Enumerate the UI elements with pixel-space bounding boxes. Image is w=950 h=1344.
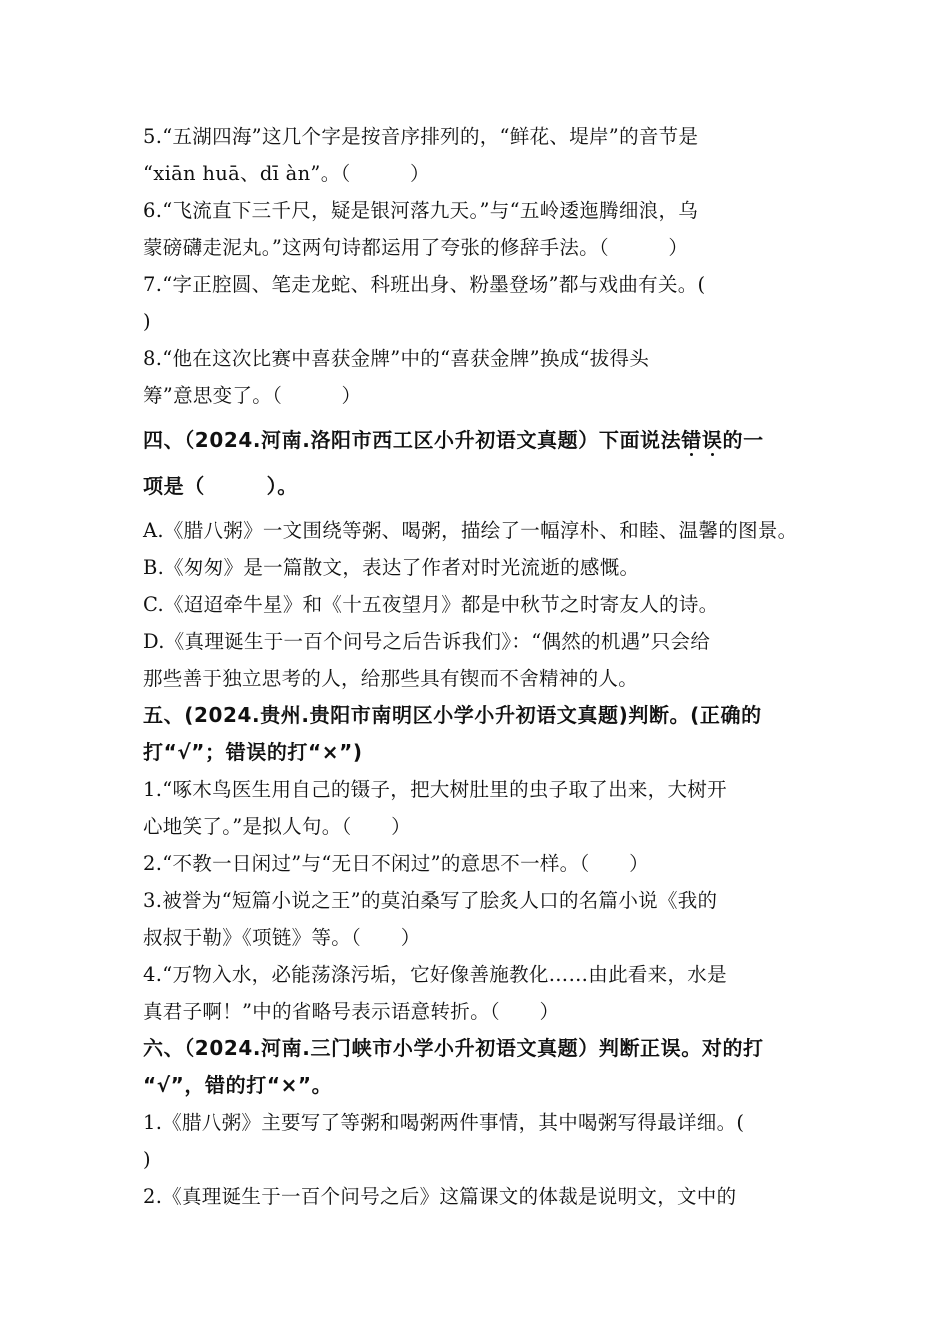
section-4-heading-line-1	[143, 414, 823, 466]
item-6-line-2: 蒙磅礴走泥丸。”这两句诗都运用了夸张的修辞手法。（ ）	[143, 236, 689, 259]
section-5-line: 2.“不教一日闲过”与“无日不闲过”的意思不一样。（ ）	[143, 852, 649, 875]
item-7-line-1: 7.“字正腔圆、笔走龙蛇、科班出身、粉墨登场”都与戏曲有关。(	[143, 273, 706, 296]
emphasis-char-2	[702, 428, 723, 452]
item-8-line-1: 8.“他在这次比赛中喜获金牌”中的“喜获金牌”换成“拔得头	[143, 347, 650, 370]
section-5-line: 叔叔于勒》《项链》等。（ ）	[143, 926, 421, 949]
section-6-heading-line-2: “√”，错的打“×”。	[143, 1073, 333, 1097]
emphasis-char-1-text: 错	[681, 428, 702, 452]
item-8-line-2: 筹”意思变了。（ ）	[143, 384, 362, 407]
option-d-line-2: 那些善于独立思考的人，给那些具有锲而不舍精神的人。	[143, 667, 639, 690]
emphasis-dot	[711, 453, 714, 456]
section-6-heading-line-1: 六、（2024.河南.三门峡市小学小升初语文真题）判断正误。对的打	[143, 1036, 764, 1060]
option-a: A.《腊八粥》一文围绕等粥、喝粥，描绘了一幅淳朴、和睦、温馨的图景。	[143, 519, 798, 542]
section-3-items	[143, 118, 823, 414]
section-5-line: 真君子啊！”中的省略号表示语意转折。（ ）	[143, 1000, 560, 1023]
emphasis-char-2-text: 误	[701, 428, 723, 452]
section-5-line: 4.“万物入水，必能荡涤污垢，它好像善施教化……由此看来，水是	[143, 963, 727, 986]
section-5-heading-line-1: 五、(2024.贵州.贵阳市南明区小学小升初语文真题)判断。(正确的	[143, 703, 762, 727]
section-4	[143, 414, 823, 697]
option-c: C.《迢迢牵牛星》和《十五夜望月》都是中秋节之时寄友人的诗。	[143, 593, 719, 616]
section-5-heading-line-2: 打“√”；错误的打“×”)	[143, 740, 363, 764]
section-6-line: 1.《腊八粥》主要写了等粥和喝粥两件事情，其中喝粥写得最详细。(	[143, 1111, 745, 1134]
section-4-heading-text: 四、（2024.河南.洛阳市西工区小升初语文真题）下面说法	[143, 428, 682, 452]
document-content	[143, 118, 823, 1215]
section-5-line: 心地笑了。”是拟人句。（ ）	[143, 815, 411, 838]
emphasis-char-1	[681, 428, 702, 452]
option-b: B.《匆匆》是一篇散文，表达了作者对时光流逝的感慨。	[143, 556, 640, 579]
section-5-line: 1.“啄木鸟医生用自己的镊子，把大树肚里的虫子取了出来，大树开	[143, 778, 727, 801]
item-7-line-2: )	[143, 310, 151, 333]
item-6-line-1: 6.“飞流直下三千尺，疑是银河落九天。”与“五岭逶迤腾细浪，乌	[143, 199, 699, 222]
section-4-heading-line-2: 项是（ ）。	[143, 474, 298, 498]
emphasis-dot	[690, 453, 693, 456]
section-4-heading-tail: 的一	[722, 428, 764, 452]
item-5-line-1: 5.“五湖四海”这几个字是按音序排列的，“鲜花、堤岸”的音节是	[143, 125, 699, 148]
option-d-line-1: D.《真理诞生于一百个问号之后告诉我们》：“偶然的机遇”只会给	[143, 630, 711, 653]
section-6-line: )	[143, 1148, 151, 1171]
section-5	[143, 697, 823, 1030]
item-5-line-2: “xiān huā、dī àn”。（ ）	[143, 162, 430, 185]
section-6	[143, 1030, 823, 1215]
section-5-line: 3.被誉为“短篇小说之王”的莫泊桑写了脍炙人口的名篇小说《我的	[143, 889, 718, 912]
section-6-line: 2.《真理诞生于一百个问号之后》这篇课文的体裁是说明文，文中的	[143, 1185, 737, 1208]
